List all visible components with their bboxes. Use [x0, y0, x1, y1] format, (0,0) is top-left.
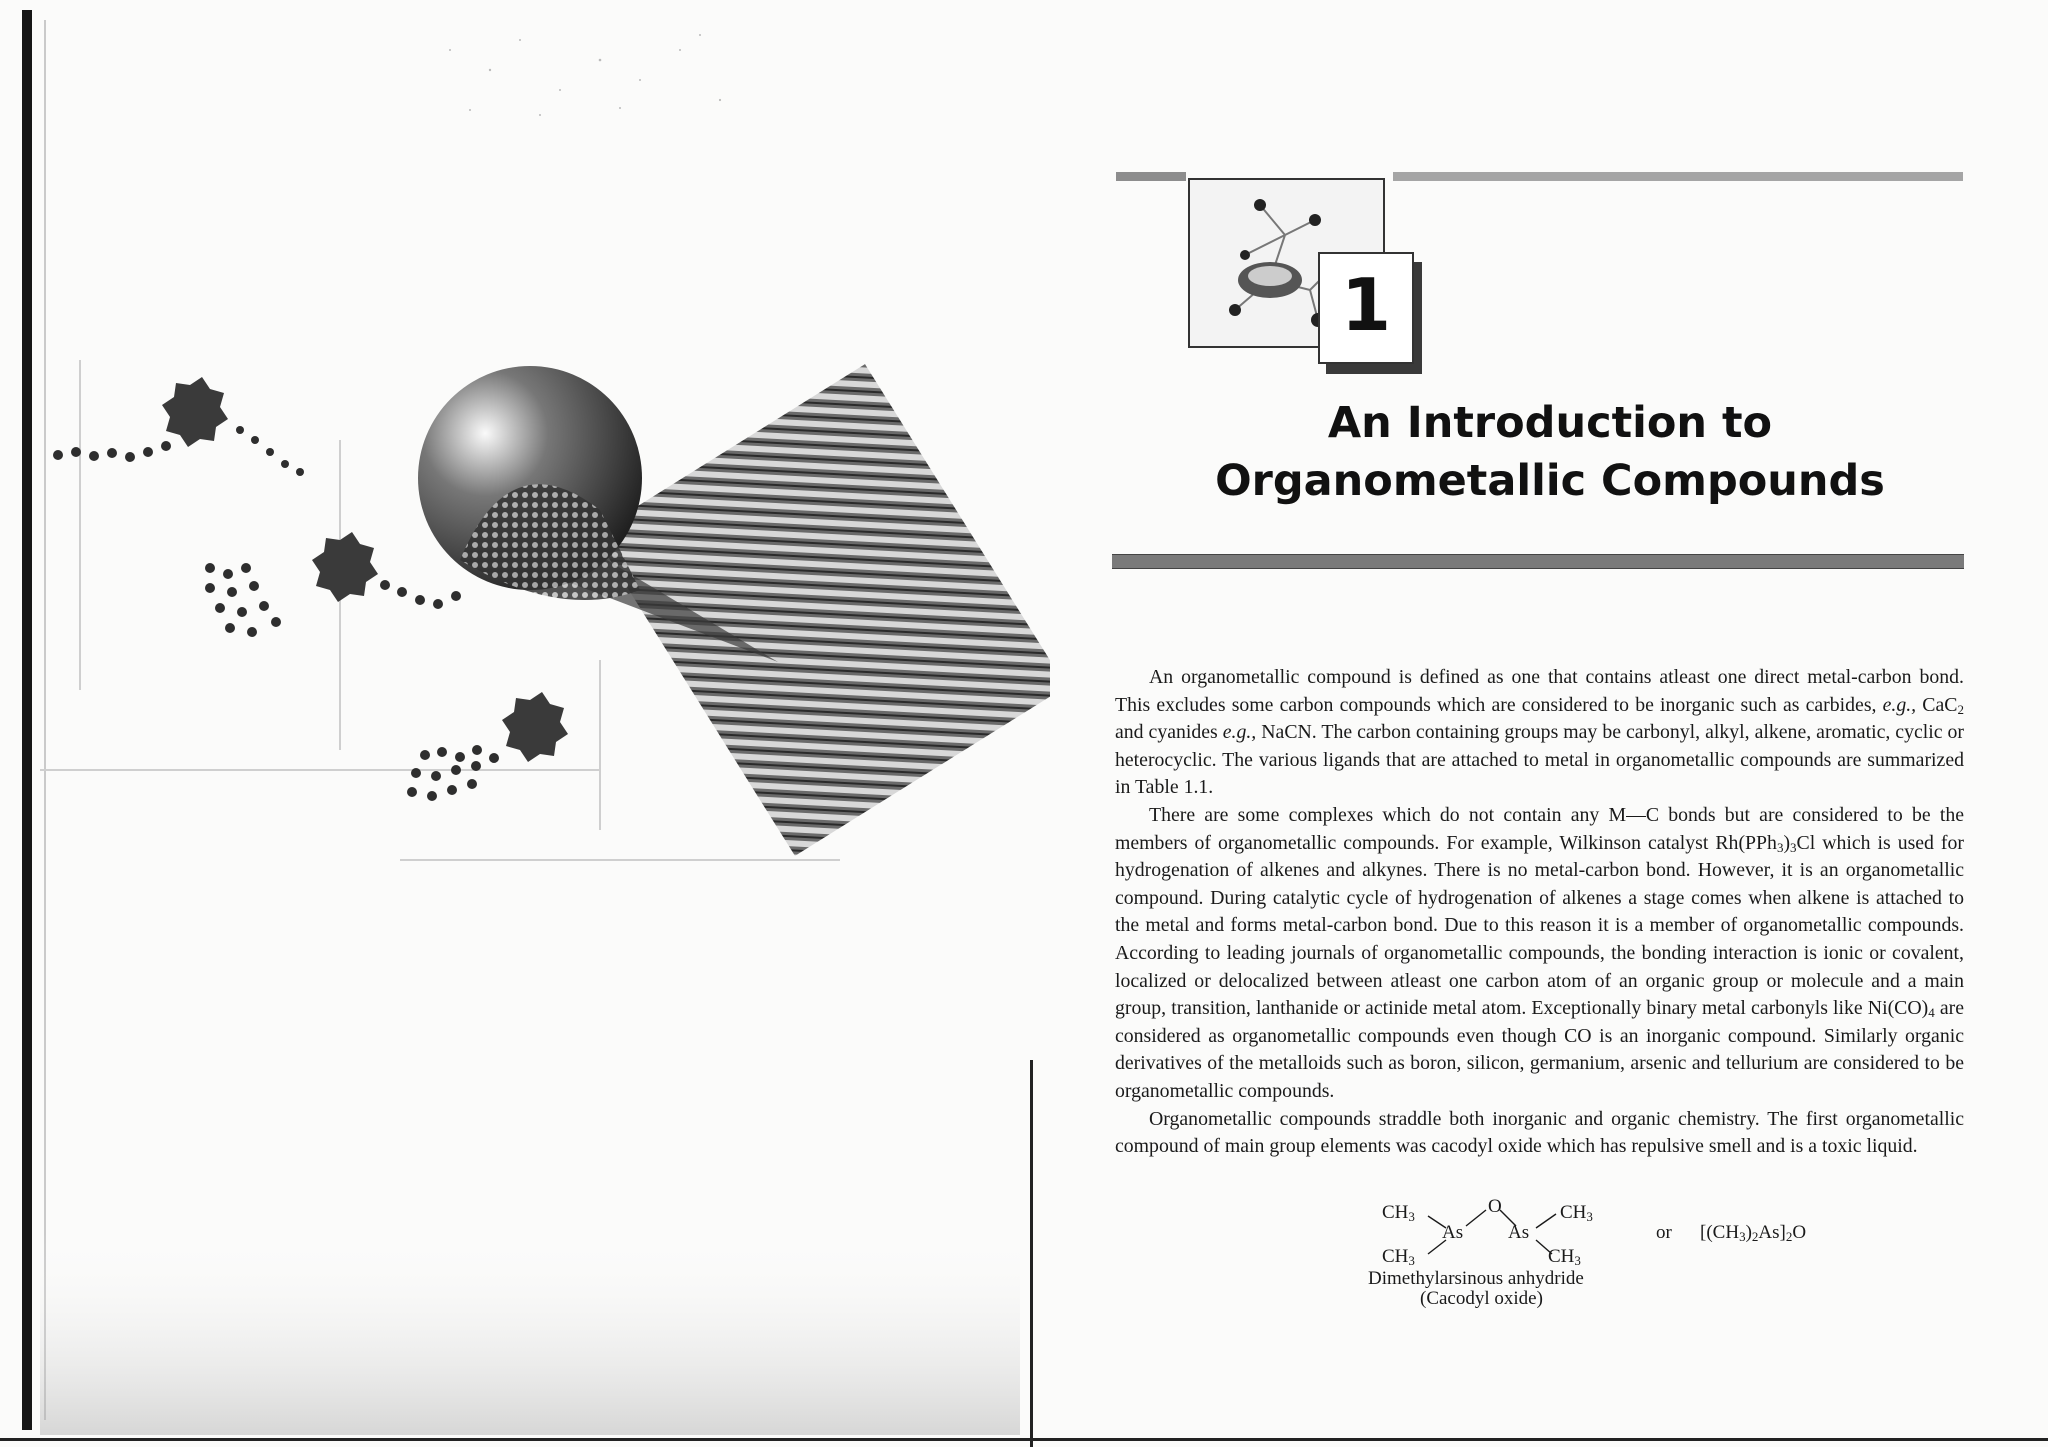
chapter-title-line-1: An Introduction to [1327, 398, 1773, 448]
compound-common-name: (Cacodyl oxide) [1420, 1288, 1543, 1309]
compound-name: Dimethylarsinous anhydride [1368, 1268, 1584, 1289]
chapter-number: 1 [1340, 263, 1392, 347]
methyl-bottom-right: $CH_3$ [1548, 1246, 1581, 1268]
cacodyl-oxide-structure [1360, 1196, 1960, 1326]
scan-speckle-bottom [40, 1230, 1020, 1435]
or-connector: or [1656, 1222, 1672, 1243]
scan-speckle-top [430, 20, 750, 130]
chapter-title [1100, 394, 2000, 510]
chapter-number-box [1318, 252, 1414, 364]
book-spine-shadow [22, 10, 32, 1430]
arsenic-atom-left: As [1442, 1222, 1464, 1243]
chapter-opener-illustration [40, 360, 1050, 920]
paragraph-3: Organometallic compounds straddle both inorganic and organic chemistry. The first organometallic compound of main group elements was cacodyl oxide which has repulsive smell and is a toxic liquid. [1115, 1107, 1964, 1158]
methyl-top-left: $CH_3$ [1382, 1202, 1415, 1224]
chapter-header-rule-right [1393, 172, 1963, 181]
paragraph-2: There are some complexes which do not contain any M—C bonds but are considered to be the members of organometallic compounds. For example, Wilkinson catalyst $Rh(PPh_3)_3Cl$ which is used for hydrogenation of alkenes and alkynes. There is no metal-carbon bond. However, it is an organometallic compound. During catalytic cycle of hydrogenation of alkenes a stage comes when alkene is attached to the metal and forms metal-carbon bond. Due to this reason it is a member of organometallic compounds. According to leading journals of organometallic compounds, the bonding interaction is ionic or covalent, localized or delocalized between atleast one carbon atom of an organic group or molecule and a main group, transition, lanthanide or actinide metal atom. Exceptionally binary metal carbonyls like $Ni(CO)_4$ are considered as organometallic compounds even though CO is an inorganic compound. Similarly organic derivatives of the metalloids such as boron, silicon, germanium, arsenic and tellurium are considered to be organometallic compounds. [1115, 803, 1964, 1102]
methyl-top-right: $CH_3$ [1560, 1202, 1593, 1224]
chapter-title-rule [1112, 554, 1964, 569]
chapter-body-text [1115, 664, 1964, 1161]
chapter-header-rule-left [1116, 172, 1186, 181]
arsenic-atom-right: As [1508, 1222, 1530, 1243]
oxygen-atom: O [1488, 1196, 1502, 1217]
bond-lines [1360, 1196, 1620, 1276]
page-bottom-edge [0, 1438, 2048, 1441]
condensed-formula: $[(CH_3)_2As]_2O$ [1700, 1222, 1807, 1244]
methyl-bottom-left: $CH_3$ [1382, 1246, 1415, 1268]
page-gutter [1030, 1060, 1033, 1447]
paragraph-1: An organometallic compound is defined as one that contains atleast one direct metal-carbon bond. This excludes some carbon compounds which are considered to be inorganic such as carbides, e.g., CaC$_2$ and cyanides e.g., NaCN. The carbon containing groups may be carbonyl, alkyl, alkene, aromatic, cyclic or heterocyclic. The various ligands that are attached to metal in organometallic compounds are summarized in Table 1.1. [1115, 666, 1964, 799]
chapter-title-line-2: Organometallic Compounds [1215, 456, 1885, 506]
